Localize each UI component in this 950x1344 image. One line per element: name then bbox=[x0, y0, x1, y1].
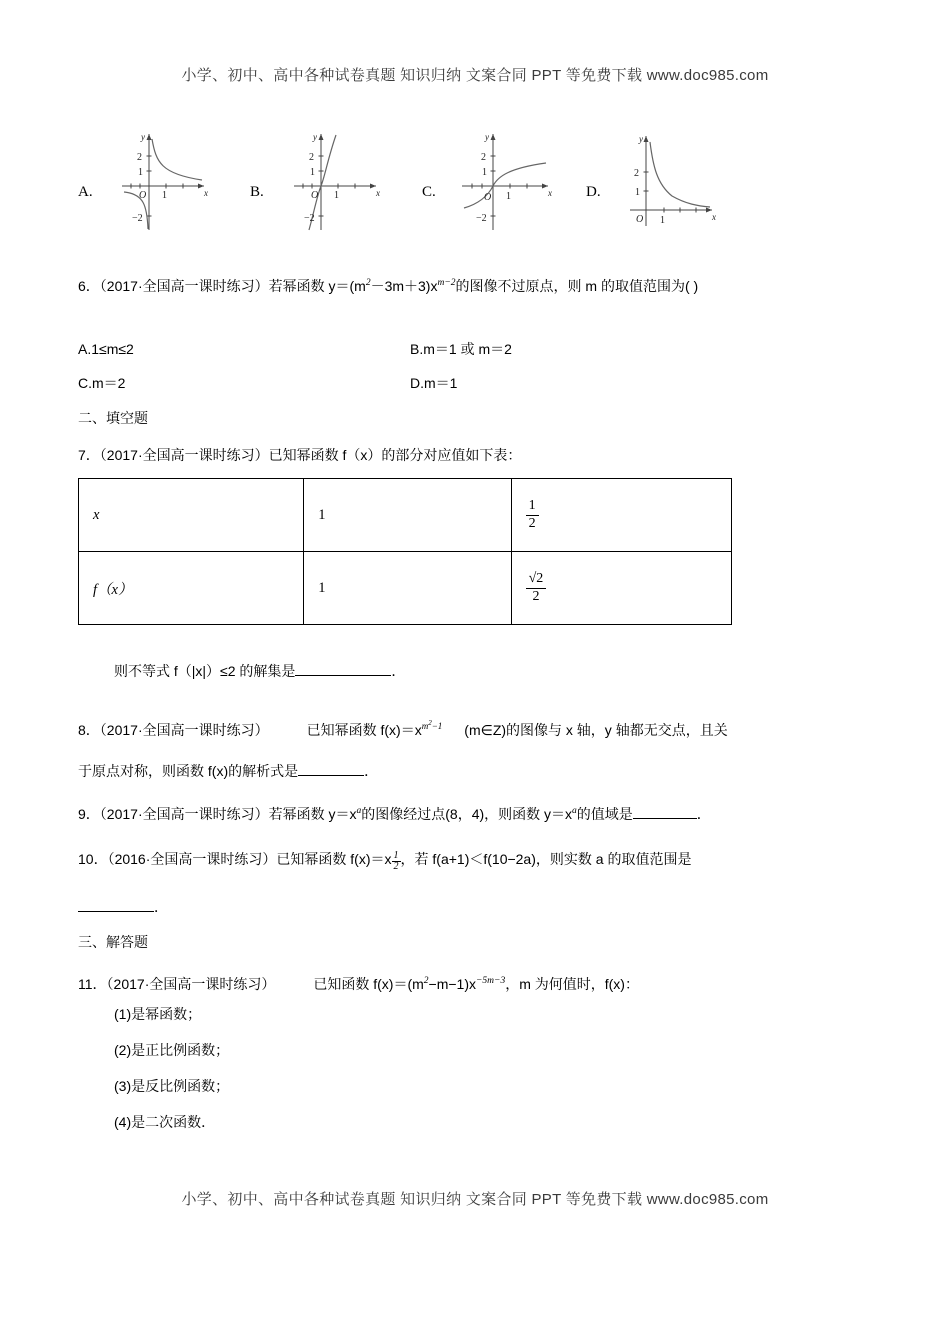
choice-graph-row bbox=[78, 126, 878, 236]
q8-number: 8． bbox=[78, 721, 100, 738]
q7-answer-blank[interactable] bbox=[295, 662, 391, 676]
svg-text:2: 2 bbox=[309, 152, 314, 163]
q8-line2-text: 于原点对称，则函数 f(x)的解析式是 bbox=[78, 763, 299, 779]
x-label: x bbox=[93, 506, 100, 523]
q8-exponent bbox=[422, 721, 443, 731]
q11-text-b: −m−1)x bbox=[428, 975, 477, 992]
q10-exponent-fraction bbox=[392, 851, 401, 872]
svg-text:x: x bbox=[548, 188, 552, 198]
q6-option-b[interactable] bbox=[410, 338, 512, 361]
q6-source: （2017·全国高一课时练习） bbox=[99, 277, 269, 294]
q8-exp-sup: 2 bbox=[428, 719, 432, 727]
svg-text:O: O bbox=[311, 190, 319, 201]
watermark-bottom: 小学、初中、高中各种试卷真题 知识归纳 文案合同 PPT 等免费下载 www.doc985.com bbox=[181, 1191, 769, 1208]
choice-label-b: B. bbox=[250, 184, 264, 200]
q10-exp-denominator: 2 bbox=[393, 860, 399, 872]
q6-text-b: －3m＋3)x bbox=[370, 277, 438, 294]
table-row bbox=[79, 479, 732, 552]
svg-text:−2: −2 bbox=[304, 213, 315, 224]
q8-source: （2017·全国高一课时练习） bbox=[99, 721, 269, 738]
q6-option-c-text: m＝2 bbox=[92, 375, 126, 391]
svg-text:1: 1 bbox=[482, 167, 487, 178]
q6-exp-b: m−2 bbox=[437, 278, 456, 288]
q8-exp-tail: −1 bbox=[431, 721, 443, 731]
section-heading-2: 二、填空题 bbox=[78, 410, 148, 426]
question-8-line1 bbox=[78, 712, 728, 742]
q11-source: （2017·全国高一课时练习） bbox=[106, 975, 276, 992]
table-cell-fx-v1: 1 bbox=[304, 552, 511, 625]
svg-text:2: 2 bbox=[481, 152, 486, 163]
svg-text:x: x bbox=[204, 188, 208, 198]
fraction-numerator: 1 bbox=[526, 499, 539, 516]
svg-text:y: y bbox=[141, 132, 145, 142]
q11-item-2: (2)是正比例函数； bbox=[114, 1042, 230, 1058]
q6-exp-a: 2 bbox=[365, 278, 371, 288]
fraction-sqrt2-over-2 bbox=[526, 572, 547, 604]
q8-text-b: (m∈Z)的图像与 x 轴，y 轴都无交点，且关 bbox=[464, 721, 728, 738]
question-6-text bbox=[78, 272, 698, 298]
q9-source: （2017·全国高一课时练习） bbox=[99, 805, 269, 822]
question-10-line2 bbox=[78, 896, 168, 919]
svg-text:1: 1 bbox=[506, 191, 511, 202]
question-8-line2 bbox=[78, 760, 378, 783]
q9-text-b: 的图像经过点(8，4)，则函数 y＝x bbox=[361, 805, 573, 822]
q10-text-b: ，若 f(a+1)＜f(10−2a)，则实数 a 的取值范围是 bbox=[400, 851, 692, 867]
q6-option-a[interactable] bbox=[78, 338, 134, 361]
q8-text-a: 已知幂函数 f(x)＝x bbox=[306, 721, 422, 738]
q11-exp-b: −5m−3 bbox=[476, 976, 506, 986]
q10-number: 10． bbox=[78, 851, 108, 867]
q6-option-d-key: D. bbox=[410, 375, 424, 391]
table-cell-fx-label bbox=[79, 552, 304, 625]
svg-text:2: 2 bbox=[634, 168, 639, 179]
q6-option-c-key: C. bbox=[78, 375, 92, 391]
q10-exp-numerator: 1 bbox=[393, 849, 399, 861]
fraction-numerator: √2 bbox=[526, 572, 547, 589]
q10-text-a: 已知幂函数 f(x)＝x bbox=[276, 851, 392, 867]
svg-text:x: x bbox=[376, 188, 380, 198]
table-cell-x-v1: 1 bbox=[304, 479, 511, 552]
q9-text-c: 的值域是 bbox=[576, 805, 633, 822]
q11-exp-a: 2 bbox=[423, 976, 429, 986]
svg-text:y: y bbox=[639, 134, 643, 144]
svg-text:x: x bbox=[712, 212, 716, 222]
q7-after-table bbox=[114, 660, 405, 683]
q11-text-a: 已知函数 f(x)＝(m bbox=[313, 975, 424, 992]
q8-exp-base: m bbox=[421, 721, 429, 731]
fx-label: f（x） bbox=[93, 581, 133, 598]
q10-answer-blank[interactable] bbox=[78, 898, 154, 912]
svg-text:2: 2 bbox=[137, 152, 142, 163]
q11-item-4: (4)是二次函数． bbox=[114, 1114, 216, 1130]
q7-source: （2017·全国高一课时练习） bbox=[99, 447, 269, 463]
q6-option-b-text: m＝1 或 m＝2 bbox=[423, 341, 512, 357]
choice-label-c: C. bbox=[422, 184, 436, 200]
q9-answer-blank[interactable] bbox=[633, 805, 697, 819]
question-7-text bbox=[78, 444, 521, 467]
graph-c bbox=[448, 126, 558, 239]
question-10-line1 bbox=[78, 848, 691, 872]
svg-text:O: O bbox=[636, 214, 644, 225]
q10-period: ． bbox=[154, 899, 168, 915]
table-cell-x-v2 bbox=[511, 479, 731, 552]
svg-text:1: 1 bbox=[310, 167, 315, 178]
svg-text:y: y bbox=[313, 132, 317, 142]
q7-value-table bbox=[78, 478, 732, 625]
q11-item-3: (3)是反比例函数； bbox=[114, 1078, 230, 1094]
section-heading-3: 三、解答题 bbox=[78, 934, 148, 950]
q6-option-b-key: B. bbox=[410, 341, 424, 357]
q6-option-d[interactable] bbox=[410, 372, 457, 395]
q6-number: 6． bbox=[78, 277, 100, 294]
q6-option-a-text: 1≤m≤2 bbox=[91, 341, 134, 357]
q11-text-c: ，m 为何值时，f(x)： bbox=[505, 975, 639, 992]
q7-inequality-text: 则不等式 f（|x|）≤2 的解集是 bbox=[114, 663, 296, 679]
svg-text:−2: −2 bbox=[476, 213, 487, 224]
choice-label-d: D. bbox=[586, 184, 601, 200]
svg-text:1: 1 bbox=[334, 190, 339, 201]
svg-text:1: 1 bbox=[162, 190, 167, 201]
q6-text-c: 的图像不过原点，则 m 的取值范围为( ) bbox=[455, 277, 699, 294]
q7-text: 已知幂函数 f（x）的部分对应值如下表： bbox=[268, 447, 522, 463]
choice-label-a: A. bbox=[78, 184, 93, 200]
q8-period: ． bbox=[364, 763, 379, 779]
graph-b bbox=[276, 126, 386, 239]
svg-text:O: O bbox=[484, 192, 492, 203]
table-cell-fx-v2 bbox=[511, 552, 731, 625]
q6-option-d-text: m＝1 bbox=[424, 375, 458, 391]
question-9-text bbox=[78, 800, 711, 826]
table-row bbox=[79, 552, 732, 625]
q10-source: （2016·全国高一课时练习） bbox=[107, 851, 277, 867]
q11-number: 11． bbox=[78, 975, 107, 992]
svg-text:1: 1 bbox=[635, 187, 640, 198]
graph-a bbox=[104, 126, 214, 239]
q9-period: ． bbox=[696, 805, 711, 822]
table-cell-x-label bbox=[79, 479, 304, 552]
q7-period: ． bbox=[391, 663, 406, 679]
svg-text:O: O bbox=[139, 190, 147, 201]
q7-number: 7． bbox=[78, 447, 100, 463]
fraction-denominator: 2 bbox=[528, 515, 536, 531]
question-11-text bbox=[78, 970, 639, 996]
q9-number: 9． bbox=[78, 805, 100, 822]
q9-exp-b: a bbox=[572, 806, 577, 816]
svg-text:1: 1 bbox=[138, 167, 143, 178]
q11-item-1: (1)是幂函数； bbox=[114, 1006, 202, 1022]
fraction-denominator: 2 bbox=[532, 588, 540, 604]
q9-text-a: 若幂函数 y＝x bbox=[268, 805, 357, 822]
q8-answer-blank[interactable] bbox=[298, 762, 364, 776]
graph-d bbox=[612, 126, 722, 239]
fraction-one-half bbox=[526, 499, 539, 531]
q6-option-a-key: A. bbox=[78, 341, 92, 357]
q6-option-c[interactable] bbox=[78, 372, 125, 395]
svg-text:−2: −2 bbox=[132, 213, 143, 224]
q9-exp-a: a bbox=[356, 806, 362, 816]
watermark-top: 小学、初中、高中各种试卷真题 知识归纳 文案合同 PPT 等免费下载 www.doc985.com bbox=[181, 67, 769, 84]
svg-text:1: 1 bbox=[660, 215, 665, 226]
svg-text:y: y bbox=[485, 132, 489, 142]
q6-text-a: 若幂函数 y＝(m bbox=[268, 277, 366, 294]
